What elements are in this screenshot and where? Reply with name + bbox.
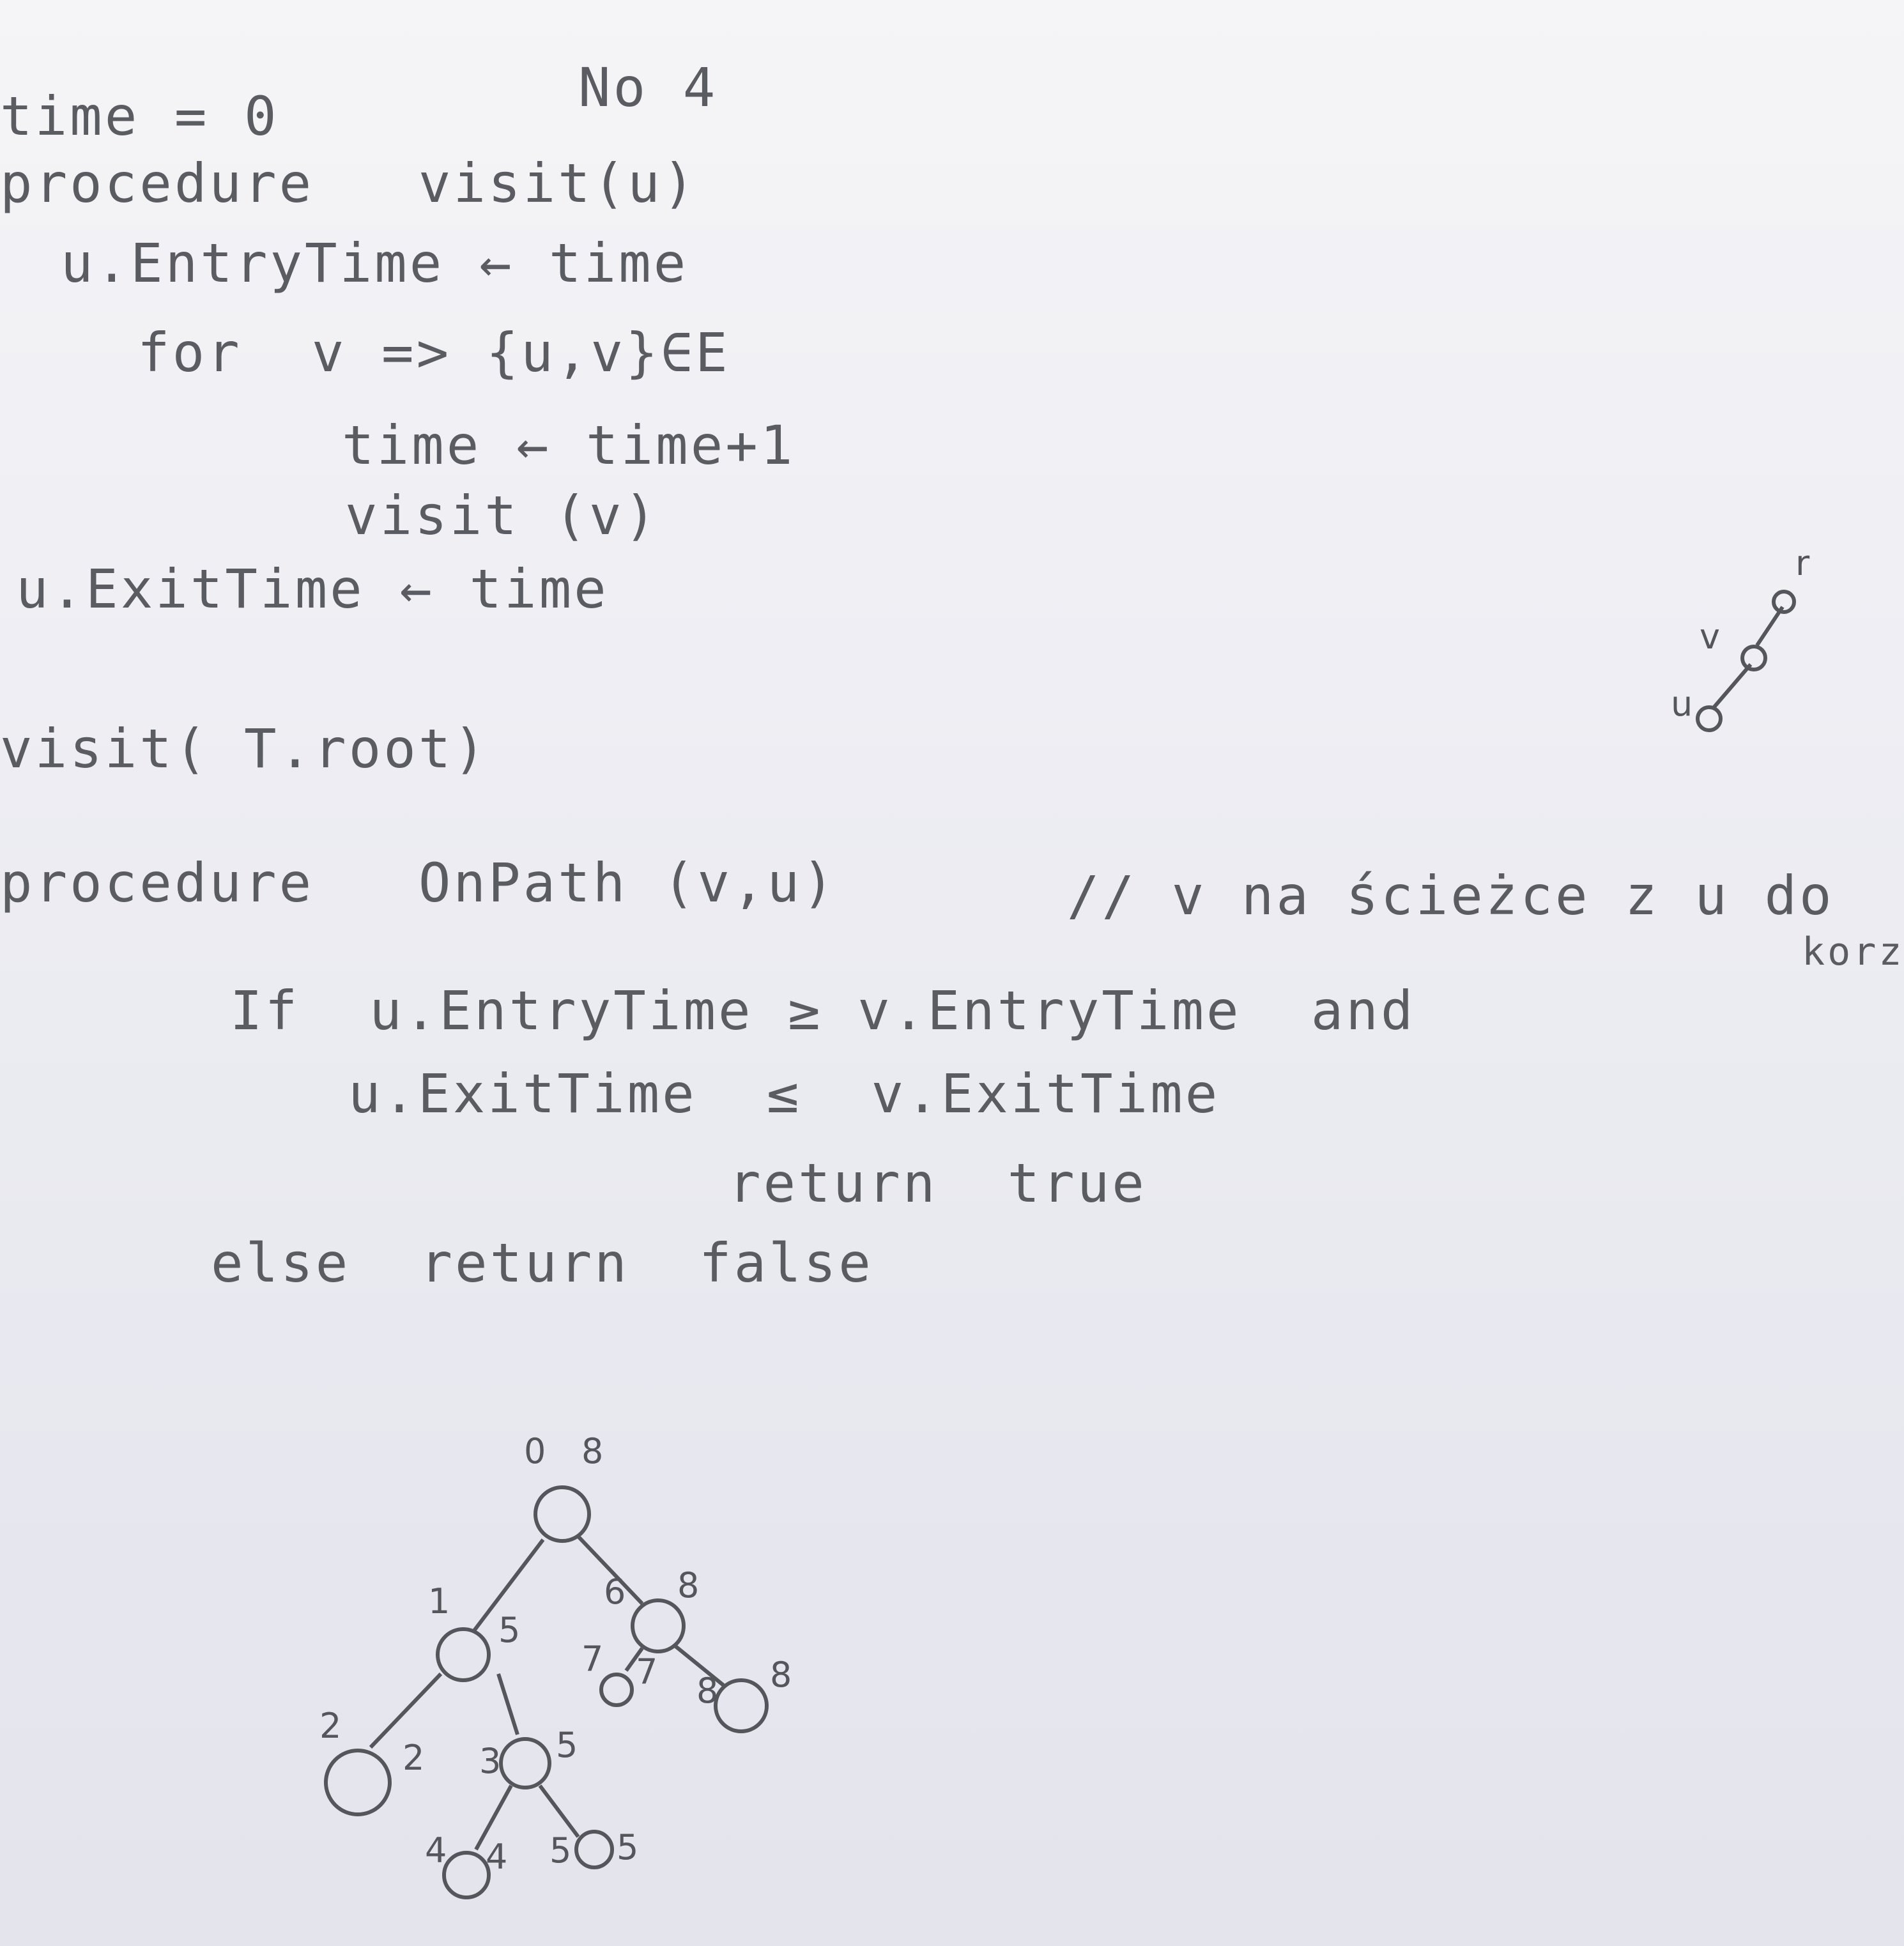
tree-edge: [498, 1674, 518, 1735]
code-line-entry-time: u.EntryTime ← time: [61, 232, 689, 295]
path-edge: [1712, 664, 1751, 709]
tree-node-2: [326, 1751, 390, 1814]
code-line-exit-condition: u.ExitTime ≤ v.ExitTime: [348, 1062, 1220, 1125]
tree-node-8: [716, 1680, 767, 1731]
node2-exit-label: 2: [403, 1738, 425, 1778]
root-entry-label: 0: [524, 1431, 546, 1471]
code-line-for-loop: for v => {u,v}∈E: [137, 321, 730, 384]
path-label-r: r: [1795, 543, 1810, 583]
node4-exit-label: 4: [486, 1837, 508, 1877]
path-edge: [1757, 607, 1783, 645]
path-label-v: v: [1700, 617, 1720, 657]
tree-node-6: [633, 1600, 684, 1651]
tree-node-4: [444, 1853, 489, 1897]
node3-entry-label: 3: [479, 1741, 502, 1781]
tree-node-5: [576, 1832, 612, 1867]
tree-node-1: [438, 1629, 489, 1680]
tree-node-root: [535, 1487, 589, 1541]
code-line-if-condition: If u.EntryTime ≥ v.EntryTime and: [230, 979, 1416, 1042]
code-comment: // v na ścieżce z u do: [1067, 864, 1834, 927]
code-line-return-true: return true: [728, 1152, 1147, 1214]
node1-entry-label: 1: [428, 1581, 450, 1621]
tree-edge: [674, 1645, 725, 1687]
code-line-return-false: else return false: [211, 1232, 873, 1294]
code-line-visit-root: visit( T.root): [0, 717, 489, 780]
path-node-v: [1742, 647, 1765, 670]
code-line-exit-time: u.ExitTime ← time: [16, 558, 609, 620]
path-node-u: [1698, 707, 1721, 730]
path-label-u: u: [1671, 684, 1693, 724]
node3-exit-label: 5: [556, 1725, 578, 1765]
node7-entry-label: 7: [581, 1639, 604, 1679]
node5-exit-label: 5: [617, 1827, 639, 1867]
node6-entry-label: 6: [604, 1572, 626, 1612]
node7-exit-label: 7: [636, 1651, 658, 1692]
tree-node-7: [601, 1674, 632, 1705]
code-comment-continued: korz: [1802, 930, 1904, 974]
node8-exit-label: 8: [770, 1655, 792, 1695]
tree-edge: [473, 1540, 543, 1632]
code-line-time-init: time = 0: [0, 85, 279, 148]
dfs-tree: [319, 1431, 792, 1897]
node4-entry-label: 4: [425, 1830, 447, 1871]
tree-edge: [371, 1674, 441, 1747]
code-line-procedure-visit: procedure visit(u): [0, 152, 698, 215]
code-line-time-increment: time ← time+1: [342, 414, 795, 477]
tree-edge: [578, 1536, 642, 1604]
node5-entry-label: 5: [549, 1830, 572, 1871]
tree-edge: [476, 1786, 511, 1850]
problem-number: No 4: [578, 56, 718, 119]
tree-edge: [626, 1648, 642, 1671]
path-node-r: [1774, 592, 1794, 612]
code-line-procedure-onpath: procedure OnPath (v,u): [0, 852, 837, 914]
node8-entry-label: 8: [696, 1671, 719, 1711]
tree-edge: [540, 1786, 578, 1837]
code-line-visit-recursive: visit (v): [345, 484, 659, 547]
small-path-diagram: [1671, 543, 1810, 730]
node6-exit-label: 8: [677, 1565, 700, 1605]
tree-node-3: [501, 1739, 549, 1788]
root-exit-label: 8: [581, 1431, 604, 1471]
node2-entry-label: 2: [319, 1706, 342, 1746]
node1-exit-label: 5: [498, 1610, 521, 1650]
